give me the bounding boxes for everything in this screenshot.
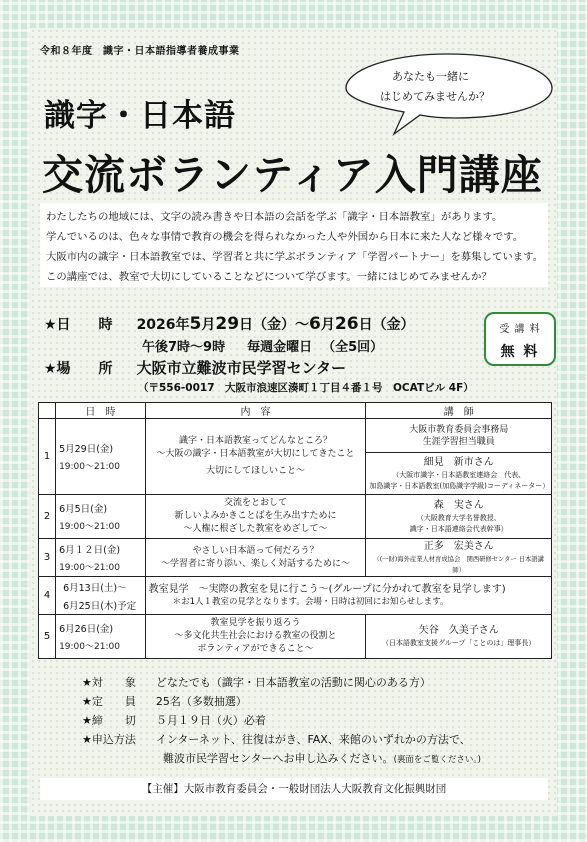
place-row: [44, 357, 346, 378]
lecturer-meta: （大阪教育大学名誉教授、: [416, 513, 501, 522]
session-number: 3: [39, 539, 56, 577]
session-content: [145, 539, 366, 577]
lecturer-cell: [366, 615, 552, 659]
lecturer-name: 矢谷 久美子さん: [418, 625, 499, 636]
session-number: 5: [39, 615, 56, 659]
date-year: 2026年: [136, 317, 190, 333]
header-cell: 日 時: [56, 403, 146, 419]
session-number: 1: [39, 419, 56, 495]
table-row: [39, 615, 552, 659]
date-label: ★日 時: [44, 317, 113, 333]
capacity-row: [82, 693, 247, 709]
start-weekday: （金）: [253, 317, 296, 333]
apply-label: ★申込方法: [82, 733, 136, 746]
lecturer-cell: [366, 539, 552, 577]
content-line: 大切にしてほしいこと～: [206, 466, 306, 476]
content-line: 教室見学を振り返ろう: [210, 618, 301, 628]
fee-value: 無 料: [500, 344, 540, 360]
content-line: ～大阪の識字・日本語教室が大切にしてきたこと: [156, 449, 355, 459]
lecturer-meta: 加島識字・日本語教室(加島識字学級)コーディネーター）: [369, 481, 550, 490]
lecturer-meta: （(一財)海外産業人材育成協会 関西研修センター 日本語講師）: [373, 555, 544, 574]
lecturer-name: 正多 宏美さん: [423, 540, 494, 552]
time-text: 19:00～21:00: [59, 522, 120, 532]
date-text: 6月13日(土)～: [63, 582, 127, 594]
header-cell: [39, 403, 56, 419]
deadline-label: ★締 切: [82, 714, 136, 727]
content-line: 交流をとおして: [224, 498, 288, 508]
table-row: [39, 419, 552, 453]
content-line: 識字・日本語教室ってどんなところ？: [179, 436, 333, 446]
date-text: 5月29日(金): [59, 444, 114, 455]
apply-row: [82, 731, 471, 747]
bubble-line-2: はじめてみませんか？: [380, 90, 490, 103]
intro-line: 大阪市内の識字・日本語教室では、学習者と共に学ぶボランティア「学習パートナー」を募集しています。: [46, 251, 544, 263]
capacity-label: ★定 員: [82, 695, 136, 708]
address: （〒556-0017 大阪市浪速区湊町１丁目４番１号 OCATビル 4F）: [138, 382, 474, 394]
date-text: 6月5日(金): [59, 504, 108, 515]
table-row: [39, 577, 552, 615]
lecturer-name: 森 実さん: [433, 499, 484, 511]
day-unit: 日: [239, 317, 254, 333]
session-date: [56, 615, 146, 659]
place-name: 大阪市立難波市民学習センター: [136, 359, 346, 377]
end-weekday: （金）: [372, 317, 415, 333]
fee-box: [484, 312, 556, 366]
session-time: 午後7時～9時: [142, 340, 226, 355]
month-unit: 月: [320, 317, 335, 333]
header-cell: 講 師: [366, 403, 552, 419]
time-text: 19:00～21:00: [59, 563, 120, 573]
session-frequency: 毎週金曜日: [247, 340, 313, 355]
content-line: ～学習者に寄り添い、楽しく対話するために～: [161, 558, 351, 569]
bubble-line-1: あなたも一緒に: [392, 70, 469, 83]
title-line-1: 識字・日本語: [44, 98, 236, 134]
schedule-table: [38, 402, 552, 659]
table-row: [39, 495, 552, 539]
lecturer-meta: （大阪市識字・日本語教室連絡会 代表、: [392, 470, 526, 479]
time-text: 19:00～21:00: [59, 642, 120, 652]
lecturer-org: 大阪市教育委員会事務局: [409, 424, 509, 435]
end-day: 26: [334, 314, 359, 334]
content-line: 新しいよみかきことばを生み出すために: [174, 511, 337, 521]
end-month: 6: [309, 314, 321, 334]
month-unit: 月: [201, 317, 216, 333]
session-date: [56, 539, 146, 577]
lecturer-meta: （日本語教室支援グループ「ことのは」理事長）: [381, 639, 536, 647]
content-line: ～多文化共生社会における教室の役割と: [174, 631, 337, 641]
session-date: [56, 577, 146, 615]
intro-line: 学んでいるのは、色々な事情で教育の機会を得られなかった人や外国から日本に来た人など様々です。: [46, 231, 524, 243]
intro-box: [40, 203, 548, 287]
lecturer-cell: [366, 453, 552, 495]
session-content: [145, 419, 366, 495]
content-line: ～人権に根ざした教室をめざして～: [183, 524, 328, 534]
start-day: 29: [215, 314, 240, 334]
lecturer-name: 細見 新市さん: [423, 456, 494, 468]
table-row: [39, 539, 552, 577]
start-month: 5: [189, 314, 202, 334]
date-text: 6月25日(木)予定: [63, 600, 137, 612]
session-content: [145, 615, 366, 659]
time-row: [142, 336, 383, 355]
session-content: [145, 495, 366, 539]
place-label: ★場 所: [44, 361, 113, 377]
intro-line: この講座では、教室で大切にしていることなどについて学びます。一緒にはじめてみませんか？: [46, 271, 492, 283]
date-text: 6月１２日(金): [59, 545, 121, 556]
content-line: 教室見学 ～実際の教室を見に行こう～(グループに分かれて教室を見学します): [148, 583, 506, 595]
program-kicker: 令和８年度 識字・日本語指導者養成事業: [40, 46, 240, 57]
deadline-row: [82, 712, 266, 728]
lecturer-cell: [366, 495, 552, 539]
table-header-row: [39, 403, 552, 419]
header-cell: 内 容: [145, 403, 366, 419]
lecturer-cell: [366, 419, 552, 453]
time-text: 19:00～21:00: [59, 462, 120, 472]
lecturer-meta: 識字・日本語連絡会代表幹事）: [409, 524, 508, 533]
apply-row-2: [163, 750, 481, 766]
lecturer-org: 生涯学習担当職員: [422, 436, 495, 447]
content-note: ＊お1人１教室の見学となります。会場・日時は初回にお知らせします。: [172, 596, 449, 607]
session-number: 2: [39, 495, 56, 539]
day-unit: 日: [358, 317, 373, 333]
target-value: どなたでも（識字・日本語教室の活動に関心のある方）: [155, 676, 431, 689]
target-row: [82, 674, 431, 690]
session-date: [56, 495, 146, 539]
apply-value-2: 難波市民学習センターへお申し込みください。: [163, 752, 394, 765]
content-line: ボランティアができること～: [197, 644, 314, 654]
intro-line: わたしたちの地域には、文字の読み書きや日本語の会話を学ぶ「識字・日本語教室」があります。: [46, 211, 503, 223]
content-line: やさしい日本語って何だろう？: [192, 545, 319, 556]
date-row: [44, 314, 415, 334]
fee-label: 受 講 料: [499, 324, 541, 335]
deadline-value: ５月１９日（火）必着: [155, 714, 266, 727]
organizer-footer: 【主催】大阪市教育委員会・一般財団法人大阪教育文化振興財団: [40, 778, 548, 800]
session-content: [145, 577, 551, 615]
apply-note: (裏面をご覧ください。): [393, 755, 481, 765]
capacity-value: 25名（多数抽選）: [155, 695, 247, 708]
date-tilde: ～: [295, 317, 310, 333]
date-text: 6月26日(金): [59, 624, 114, 635]
apply-value: インターネット、往復はがき、FAX、来館のいずれかの方法で、: [155, 733, 471, 746]
target-label: ★対 象: [82, 676, 136, 689]
session-number: 4: [39, 577, 56, 615]
session-count: （全5回）: [322, 340, 384, 355]
speech-bubble: [332, 48, 564, 138]
session-date: [56, 419, 146, 495]
title-line-2: 交流ボランティア入門講座: [42, 151, 543, 199]
